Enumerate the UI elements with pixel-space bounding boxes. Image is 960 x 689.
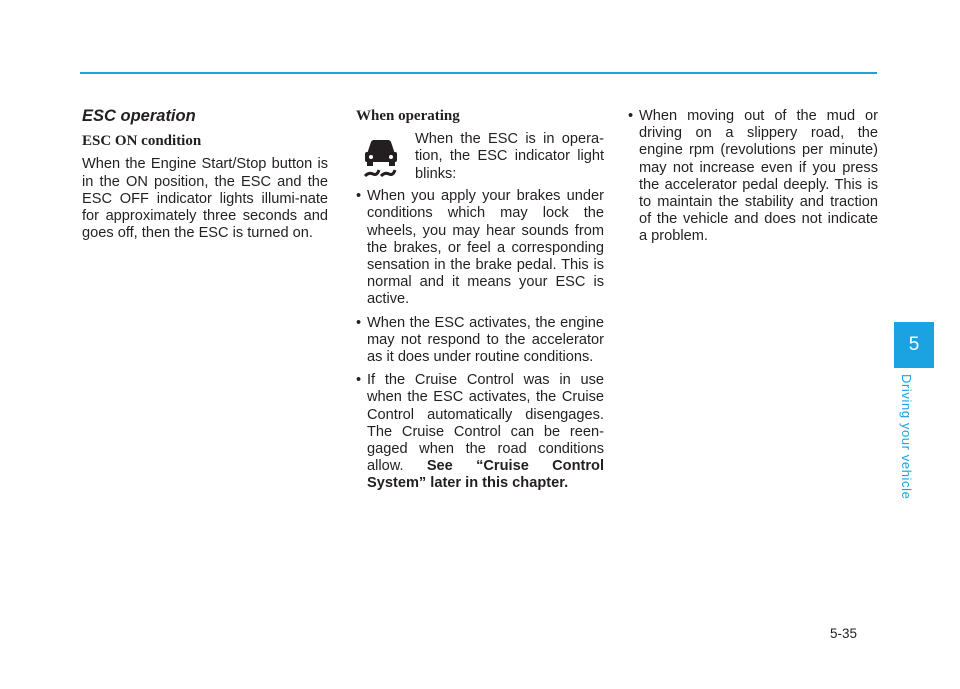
column-1: [82, 108, 328, 242]
subhead-esc-on: ESC ON condition: [82, 133, 202, 150]
list-item: • When moving out of the mud or driving on a slippery road, the engine rpm (revolutions per minute) may not increase even if you press the accelerator pedal deeply. This is to maintain the stability and traction of the vehicle and does not indicate a problem.: [628, 108, 878, 245]
top-rule: [80, 72, 877, 74]
esc-on-paragraph: When the Engine Start/Stop button is in the ON position, the ESC and the ESC OFF indicator lights illumi-nate for approximately three seconds and goes off, then the ESC is turned on.: [82, 156, 328, 242]
page-number: 5-35: [830, 626, 858, 641]
list-item: • If the Cruise Control was in use when the ESC activates, the Cruise Control automatically disengages. The Cruise Control can be reen-gaged when the road conditions allow. See “Cruise Control System” later in this chapter.: [356, 372, 604, 492]
operating-bullet-list: [356, 188, 604, 492]
cross-reference: See “Cruise Control System” later in this chapter.: [367, 458, 604, 492]
indicator-row: [356, 131, 604, 185]
chapter-label: Driving your vehicle: [899, 374, 914, 500]
subhead-when-operating: When operating: [356, 108, 460, 124]
column-2: [356, 108, 604, 499]
column-3-bullet-list: [628, 108, 878, 246]
chapter-tab: 5: [894, 322, 934, 368]
column-3: [628, 108, 878, 252]
section-title: ESC operation: [82, 107, 196, 125]
indicator-text: When the ESC is in opera-tion, the ESC indicator light blinks:: [415, 131, 604, 182]
list-item: • When the ESC activates, the engine may not respond to the accelerator as it does under routine conditions.: [356, 314, 604, 366]
list-item: • When you apply your brakes under conditions which may lock the wheels, you may hear sounds from the brakes, or feel a corresponding sensation in the brake pedal. This is normal and it means your ESC is active.: [356, 188, 604, 308]
esc-indicator-icon: [359, 134, 403, 178]
